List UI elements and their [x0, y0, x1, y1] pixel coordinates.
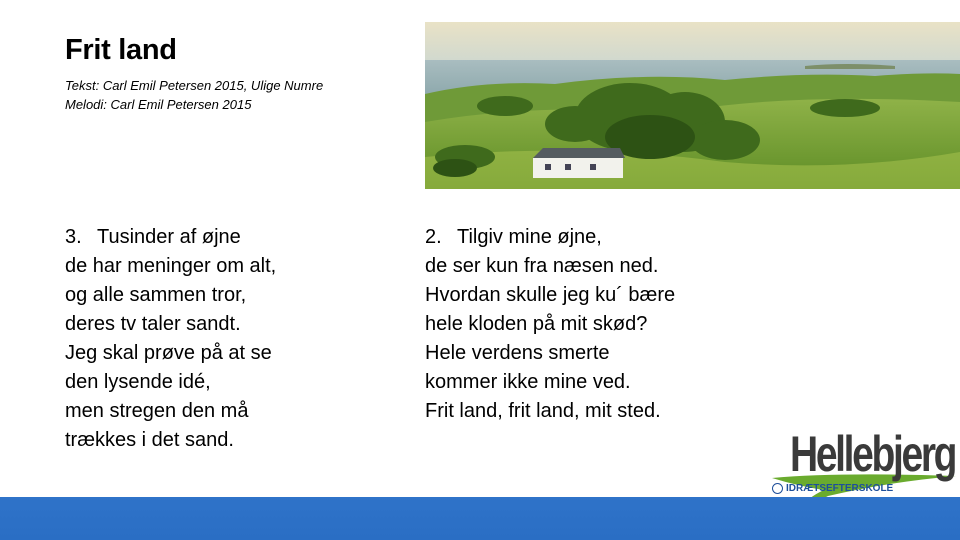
credit-text: Tekst: Carl Emil Petersen 2015, Ulige Numre [65, 78, 324, 93]
verse-line: deres tv taler sandt. [65, 313, 241, 335]
verse-2 [425, 223, 675, 426]
logo-wordmark: Hellebjerg [790, 426, 956, 482]
credit-melody: Melodi: Carl Emil Petersen 2015 [65, 97, 252, 112]
verse-line: kommer ikke mine ved. [425, 371, 631, 393]
verse-line [425, 223, 675, 252]
verse-line-text: Tusinder af øjne [97, 226, 241, 248]
verse-line: den lysende idé, [65, 371, 211, 393]
logo-subtitle: IDRÆTSEFTERSKOLE [786, 483, 894, 494]
verse-line: trækkes i det sand. [65, 429, 234, 451]
verse-line: de har meninger om alt, [65, 255, 277, 277]
landscape-photo [425, 22, 960, 189]
slide-title: Frit land [65, 34, 177, 66]
logo-badge-icon [772, 483, 783, 494]
verse-line: men stregen den må [65, 400, 249, 422]
verse-line [65, 223, 276, 252]
verse-line: hele kloden på mit skød? [425, 313, 648, 335]
verse-line-text: Tilgiv mine øjne, [457, 226, 602, 248]
credits [65, 76, 323, 114]
verse-line: de ser kun fra næsen ned. [425, 255, 659, 277]
verse-line: Hvordan skulle jeg ku´ bære [425, 284, 676, 306]
verse-3 [65, 223, 276, 455]
verse-number: 3. [65, 226, 82, 248]
verse-number: 2. [425, 226, 442, 248]
verse-line: Jeg skal prøve på at se [65, 342, 272, 364]
bottom-bar [0, 497, 960, 540]
verse-line: og alle sammen tror, [65, 284, 247, 306]
verse-line: Hele verdens smerte [425, 342, 610, 364]
verse-line: Frit land, frit land, mit sted. [425, 400, 661, 422]
